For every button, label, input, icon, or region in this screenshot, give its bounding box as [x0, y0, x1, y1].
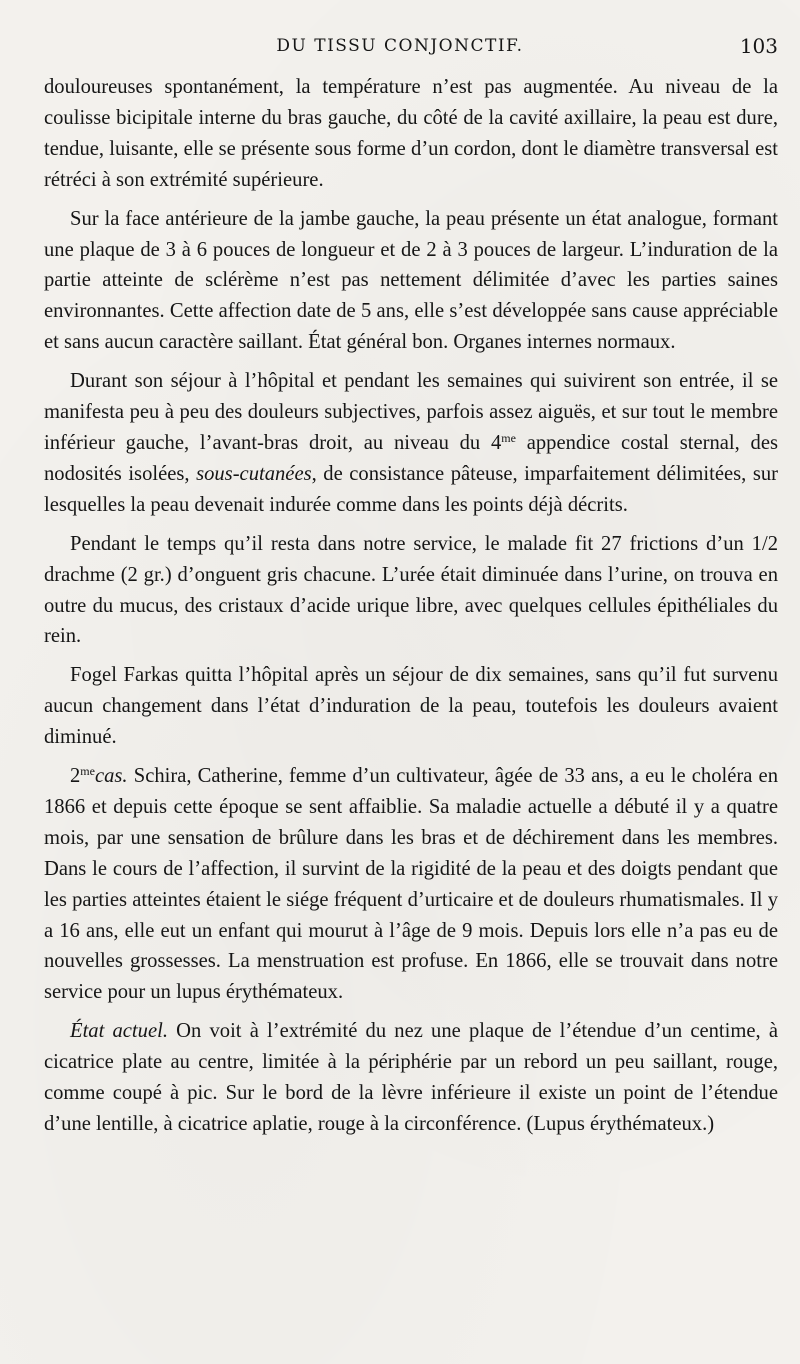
- case-number: 2: [70, 765, 81, 788]
- paragraph-text: Pendant le temps qu’il resta dans notre service, le malade fit 27 frictions d’un 1/2 drachme (2 gr.) d’onguent gris chacune. L’urée était diminuée dans l’urine, on trouva en outre du mucus, des cristaux d’acide urique libre, avec quelques cellules épithéliales du rein.: [44, 532, 778, 648]
- page-header: [0, 30, 800, 60]
- paragraph-text: Fogel Farkas quitta l’hôpital après un séjour de dix semaines, sans qu’il fut survenu aucun changement dans l’état d’induration de la peau, toutefois les douleurs avaient diminué.: [44, 664, 778, 749]
- section-label: État actuel.: [70, 1020, 168, 1043]
- paragraph: [44, 1016, 778, 1140]
- paragraph: [44, 529, 778, 653]
- paragraph-text: Sur la face antérieure de la jambe gauche, la peau présente un état analogue, formant une plaque de 3 à 6 pouces de longueur et de 2 à 3 pouces de largeur. L’induration de la partie atteinte de sclérème n’est pas nettement délimitée d’avec les parties saines environnantes. Cette affection date de 5 ans, elle s’est développée sans cause appréciable et sans aucun caractère saillant. État général bon. Organes internes normaux.: [44, 207, 778, 354]
- running-head: DU TISSU CONJONCTIF.: [276, 36, 524, 56]
- body-text: [44, 72, 778, 1148]
- paragraph-text: Durant son séjour à l’hôpital et pendant les semaines qui suivirent son entrée, il se manifesta peu à peu des douleurs subjectives, parfois assez aiguës, et sur tout le membre inférieur gauche, l’avant-bras droit, au niveau du 4: [44, 370, 778, 454]
- paragraph: [44, 660, 778, 753]
- paragraph: [44, 366, 778, 521]
- paragraph: [44, 761, 778, 1008]
- page-number: 103: [739, 34, 778, 58]
- paragraph-text: douloureuses spontanément, la température n’est pas augmentée. Au niveau de la coulisse bicipitale interne du bras gauche, du côté de la cavité axillaire, la peau est dure, tendue, luisante, elle se présente sous forme d’un cordon, dont le diamètre transversal est rétréci à son extrémité supérieure.: [44, 76, 778, 191]
- paragraph: [44, 204, 778, 359]
- ordinal-superscript: me: [80, 764, 95, 779]
- paragraph-text: On voit à l’extrémité du nez une plaque de l’étendue d’un centime, à cicatrice plate au centre, limitée à la périphérie par un rebord un peu saillant, rouge, comme coupé à pic. Sur le bord de la lèvre inférieure il existe un point de l’étendue d’une lentille, à cicatrice aplatie, rouge à la circonférence. (Lupus érythémateux.): [44, 1020, 778, 1135]
- paragraph: [44, 72, 778, 196]
- paragraph-text: appendice costal sternal, des nodosités isolées,: [44, 431, 779, 485]
- paragraph-text: , de consistance pâteuse, imparfaitement délimitées, sur lesquelles la peau devenait indurée comme dans les points déjà décrits.: [44, 462, 778, 516]
- italic-term: sous-cutanées: [196, 462, 312, 485]
- ordinal-superscript: me: [501, 430, 516, 445]
- paragraph-text: Schira, Catherine, femme d’un cultivateur, âgée de 33 ans, a eu le choléra en 1866 et depuis cette époque se sent affaiblie. Sa maladie actuelle a débuté il y a quatre mois, par une sensation de brûlure dans les bras et de déchirement dans les membres. Dans le cours de l’affection, il survint de la rigidité de la peau et des doigts pendant que les parties atteintes étaient le siége fréquent d’urticaire et de douleurs rhumatismales. Il y a 16 ans, elle eut un enfant qui mourut à l’âge de 9 mois. Depuis lors elle n’a pas eu de nouvelles grossesses. La menstruation est profuse. En 1866, elle se trouvait dans notre service pour un lupus érythémateux.: [44, 765, 778, 1004]
- case-label: cas.: [94, 765, 128, 788]
